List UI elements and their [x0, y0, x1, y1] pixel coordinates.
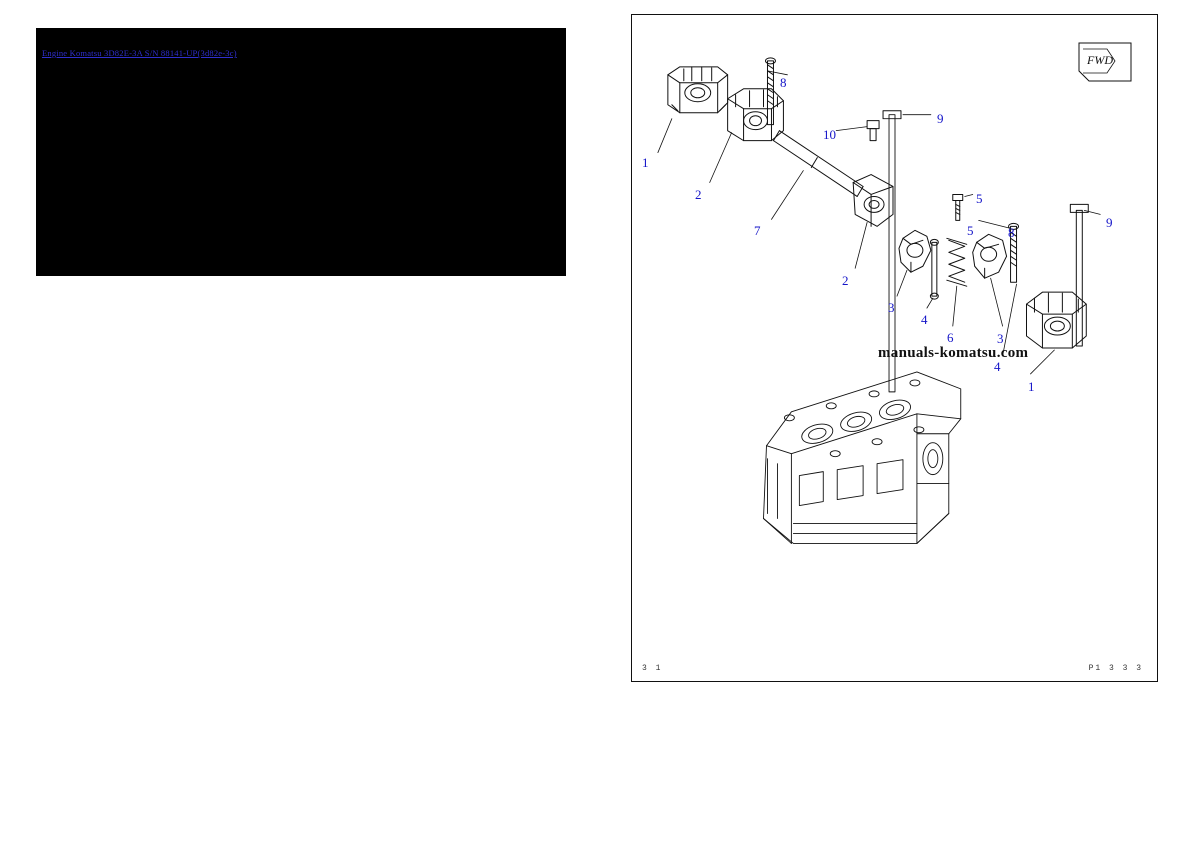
rocker-shaft-tube — [773, 131, 863, 197]
rocker-arm-item-3-left — [899, 230, 931, 272]
parts-diagram-panel — [631, 14, 1158, 682]
cylinder-head-casting — [763, 372, 960, 543]
callout-number: 4 — [921, 312, 928, 327]
callout-number: 8 — [1008, 225, 1015, 240]
rocker-shaft-bracket-right-mid — [853, 175, 893, 227]
diagram-code-bottom-right: P1 3 3 3 — [1088, 664, 1143, 673]
rocker-arm-item-3-right — [973, 234, 1007, 278]
document-title-panel — [36, 28, 566, 276]
callout-number: 8 — [780, 75, 787, 90]
valve-spring-item-6 — [947, 238, 967, 286]
callout-number: 2 — [842, 273, 849, 288]
watermark-text: manuals-komatsu.com — [878, 345, 1029, 361]
rocker-shaft-bracket-second — [728, 89, 784, 141]
fwd-label: FWD — [1087, 53, 1113, 67]
callout-number: 3 — [997, 331, 1004, 346]
rocker-shaft-bracket-right — [1026, 292, 1086, 348]
callout-number: 3 — [888, 300, 895, 315]
callout-number: 10 — [823, 127, 836, 142]
callout-number: 9 — [937, 111, 944, 126]
fwd-direction-marker — [1077, 41, 1133, 83]
bolt-item-10 — [867, 121, 879, 141]
callout-number: 9 — [1106, 215, 1113, 230]
push-rod-item-4 — [930, 239, 938, 299]
rocker-shaft-bracket-left — [668, 67, 728, 113]
callout-number: 1 — [642, 155, 649, 170]
bolt-item-8-upper — [765, 58, 775, 125]
bolt-item-9-right — [1070, 204, 1088, 346]
diagram-code-bottom-left: 3 1 — [642, 664, 663, 673]
callout-number: 4 — [994, 359, 1001, 374]
callout-number: 6 — [947, 330, 954, 345]
leader-lines — [658, 71, 1100, 374]
callout-number: 2 — [695, 187, 702, 202]
document-title-link[interactable]: Engine Komatsu 3D82E-3A S/N 88141-UP(3d82e-3c) — [42, 48, 237, 58]
callout-number: 5 — [967, 223, 974, 238]
adjust-screw-item-5-upper — [953, 194, 963, 220]
callout-number: 5 — [976, 191, 983, 206]
callout-number: 1 — [1028, 379, 1035, 394]
callout-number: 7 — [754, 223, 761, 238]
